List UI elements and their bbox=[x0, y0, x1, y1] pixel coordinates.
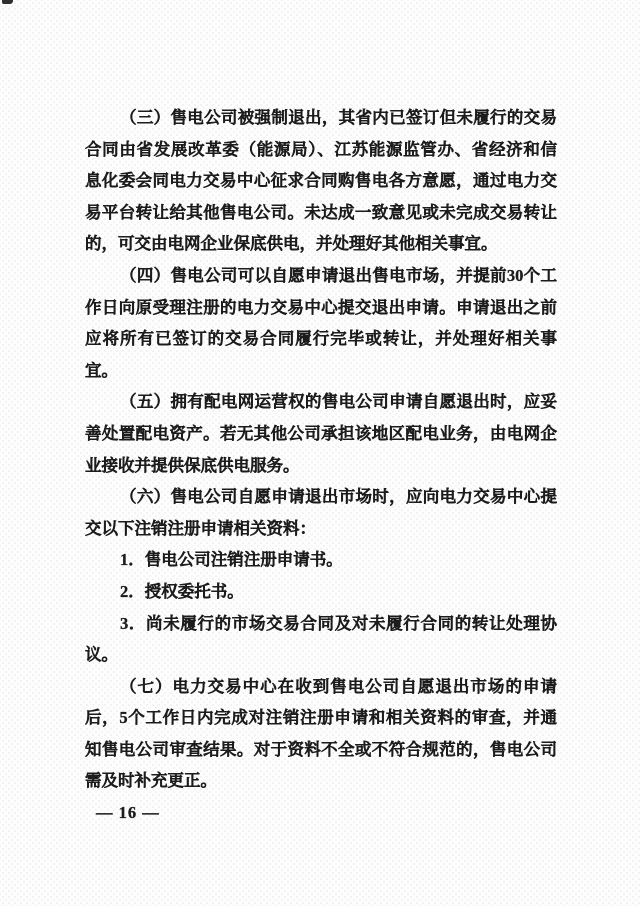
text-line: 2．授权委托书。 bbox=[120, 581, 244, 601]
document-text bbox=[85, 102, 557, 829]
page-number: — 16 — bbox=[96, 803, 160, 823]
text-line: 业接收并提供保底供电服务。 bbox=[85, 455, 300, 475]
text-line: （六）售电公司自愿申请退出市场时，应向电力交易中心提 bbox=[120, 487, 557, 507]
text-line: （三）售电公司被强制退出，其省内已签订但未履行的交易 bbox=[120, 108, 557, 127]
scan-artifact bbox=[2, 0, 13, 4]
text-line: 交以下注销注册申请相关资料： bbox=[85, 518, 316, 538]
text-line: 议。 bbox=[85, 645, 118, 665]
text-line: 作日向原受理注册的电力交易中心提交退出申请。申请退出之前 bbox=[85, 297, 557, 317]
text-line: 需及时补充更正。 bbox=[85, 771, 217, 791]
text-line: （四）售电公司可以自愿申请退出售电市场，并提前30个工 bbox=[120, 265, 557, 285]
text-line: 易平台转让给其他售电公司。未达成一致意见或未完成交易转让 bbox=[85, 202, 557, 222]
text-line: 宜。 bbox=[85, 360, 118, 380]
text-line: 3．尚未履行的市场交易合同及对未履行合同的转让处理协 bbox=[120, 613, 557, 633]
text-line: 的，可交由电网企业保底供电，并处理好其他相关事宜。 bbox=[85, 234, 498, 254]
text-line: 善处置配电资产。若无其他公司承担该地区配电业务，由电网企 bbox=[85, 423, 557, 443]
body-text bbox=[85, 102, 557, 797]
text-line: 息化委会同电力交易中心征求合同购售电各方意愿，通过电力交 bbox=[85, 171, 557, 191]
text-line: 1．售电公司注销注册申请书。 bbox=[120, 550, 343, 570]
text-line: 后，5个工作日内完成对注销注册申请和相关资料的审查，并通 bbox=[85, 708, 557, 728]
text-line: 应将所有已签订的交易合同履行完毕或转让，并处理好相关事 bbox=[85, 329, 557, 349]
text-line: （五）拥有配电网运营权的售电公司申请自愿退出时，应妥 bbox=[120, 392, 557, 412]
text-line: （七）电力交易中心在收到售电公司自愿退出市场的申请 bbox=[120, 676, 557, 696]
text-line: 合同由省发展改革委（能源局）、江苏能源监管办、省经济和信 bbox=[85, 139, 557, 159]
text-line: 知售电公司审查结果。对于资料不全或不符合规范的，售电公司 bbox=[85, 739, 557, 759]
